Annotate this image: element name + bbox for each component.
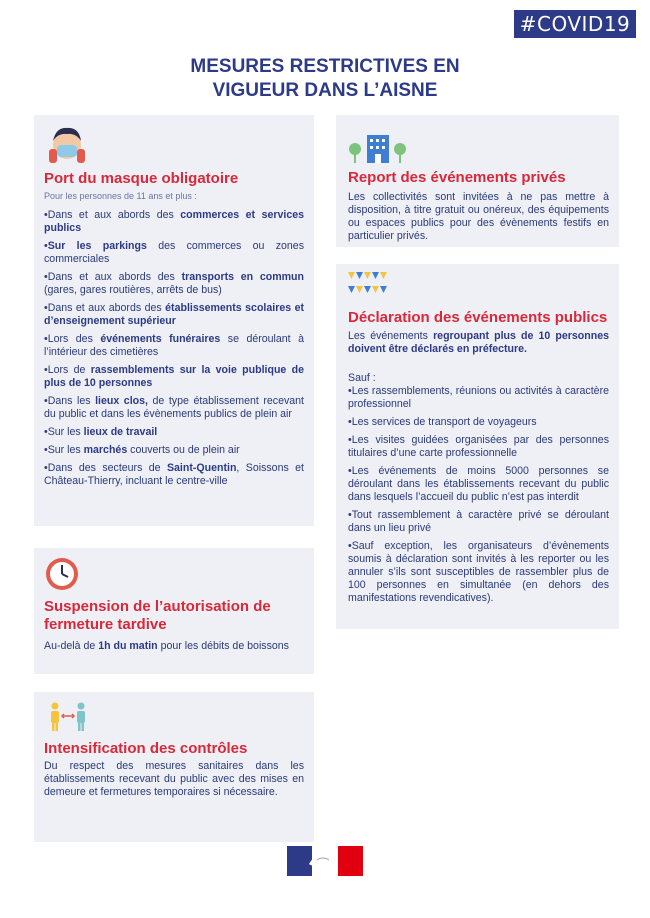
masque-item <box>44 240 304 266</box>
masked-person-icon <box>44 123 90 169</box>
publics-title: Déclaration des événements publics <box>348 309 608 326</box>
masque-item-part: lieux de travail <box>83 426 158 438</box>
publics-list <box>348 385 609 605</box>
masque-item-part: Saint-Quentin <box>166 462 237 474</box>
masque-item-part: établissements scolaires et d’enseignement supérieur <box>44 302 304 327</box>
controles-title: Intensification des contrôles <box>44 740 248 757</box>
masque-item <box>44 444 304 457</box>
publics-intro-before: Les événements <box>348 330 434 342</box>
distancing-people-icon <box>48 702 88 732</box>
masque-item-part: commerces et services publics <box>44 209 304 234</box>
card-masque <box>34 115 314 526</box>
masque-item-part: couverts ou de plein air <box>127 444 240 456</box>
masque-item-part: •Dans et aux abords des <box>44 271 182 283</box>
publics-intro <box>348 330 609 356</box>
clock-icon <box>44 556 80 592</box>
masque-item-part: •Sur les <box>44 426 84 438</box>
masque-item <box>44 395 304 421</box>
suspension-title: Suspension de l’autorisation de fermeture tardive <box>44 598 271 633</box>
prives-title: Report des événements privés <box>348 169 566 186</box>
masque-item-part: •Dans les <box>44 395 96 407</box>
publics-sauf: Sauf : <box>348 372 376 384</box>
masque-item-part: se déroulant à l’intérieur des cimetières <box>44 333 304 358</box>
prives-text: Les collectivités sont invitées à ne pas mettre à disposition, à titre gratuit ou onéreux, des équipements ou espaces publics pour des évènements festifs en particulier privés. <box>348 191 609 242</box>
suspension-text-before: Au-delà de <box>44 640 99 652</box>
masque-item-part: •Lors de <box>44 364 91 376</box>
masque-item-part: rassemblements sur la voie publique de plus de 10 personnes <box>44 364 304 389</box>
masque-item <box>44 364 304 390</box>
masque-item <box>44 333 304 359</box>
covid-hashtag-badge: #COVID19 <box>514 10 636 38</box>
title-line-1: MESURES RESTRICTIVES EN <box>190 56 460 77</box>
masque-item <box>44 462 304 488</box>
masque-subtitle: Pour les personnes de 11 ans et plus : <box>44 191 197 201</box>
controles-text: Du respect des mesures sanitaires dans les établissements recevant du public avec des mises en demeure et fermetures temporaires si nécessaire. <box>44 760 304 798</box>
masque-item-part: lieux clos, <box>95 395 148 407</box>
suspension-text-after: pour les débits de boissons <box>157 640 289 652</box>
card-prives <box>336 115 619 247</box>
suspension-text-bold: 1h du matin <box>98 640 158 652</box>
publics-item: •Les rassemblements, réunions ou activités à caractère professionnel <box>348 385 609 410</box>
card-controles <box>34 692 314 842</box>
buildings-icon <box>348 129 408 163</box>
masque-item-part: •Dans et aux abords des <box>44 302 166 314</box>
publics-item: •Sauf exception, les organisateurs d’évènements soumis à déclaration sont invités à les reporter ou les annuler s’ils sont susceptibles de rassembler plus de 100 personnes en simultanée (en dehors des manifestations revendicatives). <box>348 540 609 604</box>
masque-item <box>44 271 304 297</box>
masque-item <box>44 209 304 235</box>
masque-item-part: •Lors des <box>44 333 101 345</box>
masque-item-part: , Soissons et Château-Thierry, incluant le centre-ville <box>44 462 304 487</box>
masque-list <box>44 209 304 488</box>
masque-item-part: des commerces ou zones commerciales <box>44 240 304 265</box>
masque-item <box>44 302 304 328</box>
masque-item-part: • <box>44 240 48 252</box>
masque-item-part: (gares, gares routières, arrêts de bus) <box>44 284 222 296</box>
masque-item-part: événements funéraires <box>100 333 221 345</box>
publics-intro-bold: regroupant plus de 10 personnes doivent être déclarés en préfecture. <box>348 330 609 355</box>
card-publics <box>336 264 619 629</box>
bunting-flags-icon <box>348 272 390 298</box>
title-line-2: VIGUEUR DANS L’AISNE <box>212 80 438 101</box>
marianne-logo <box>287 846 363 876</box>
publics-item: •Les événements de moins 5000 personnes se déroulant dans les établissements recevant du public dans lesquels l’accueil du public n’est pas interdit <box>348 465 609 503</box>
publics-item: •Les visites guidées organisées par des personnes titulaires d’une carte professionnelle <box>348 434 609 459</box>
masque-item-part: •Dans des secteurs de <box>44 462 167 474</box>
masque-item-part: •Sur les <box>44 444 84 456</box>
publics-item: •Les services de transport de voyageurs <box>348 416 537 428</box>
masque-item-part: •Dans et aux abords des <box>44 209 181 221</box>
masque-item-part: Sur les parkings <box>47 240 147 252</box>
masque-item-part: marchés <box>83 444 128 456</box>
masque-title: Port du masque obligatoire <box>44 170 239 187</box>
masque-item-part: transports en commun <box>181 271 304 283</box>
publics-item: •Tout rassemblement à caractère privé se déroulant dans un lieu privé <box>348 509 609 534</box>
suspension-text <box>44 640 304 653</box>
masque-item-part: de type établissement recevant du public et dans les évènements publics de plein air <box>44 395 304 420</box>
masque-item <box>44 426 304 439</box>
card-suspension <box>34 548 314 674</box>
page-title <box>0 55 650 103</box>
